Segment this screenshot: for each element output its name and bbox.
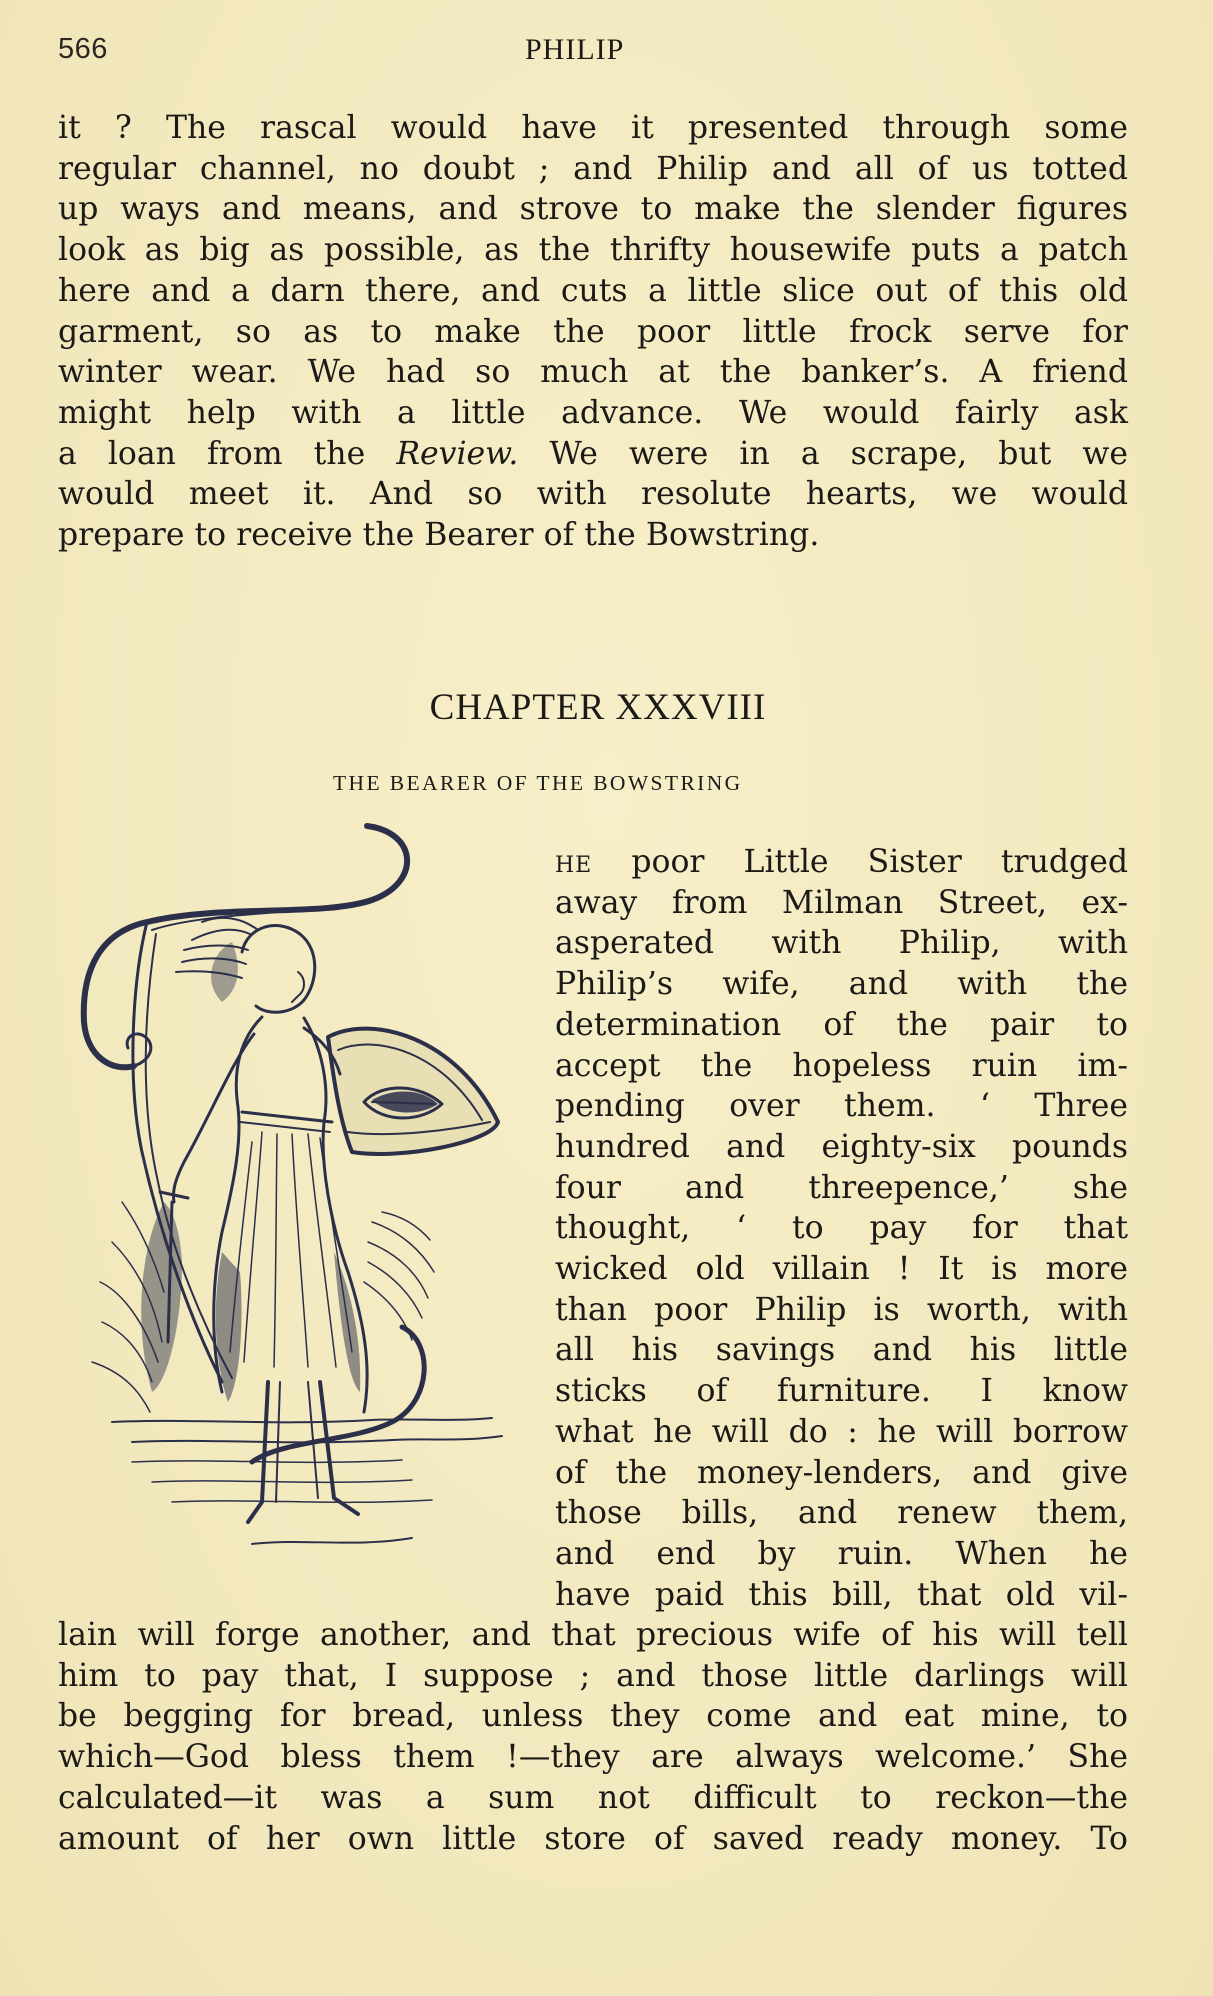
text-line: hundred and eighty-six pounds [555, 1128, 1128, 1165]
text-line: those bills, and renew them, [555, 1495, 1128, 1532]
italic-title-review: Review. [396, 435, 519, 472]
text-line: accept the hopeless ruin im- [555, 1047, 1128, 1084]
knight-illustration-icon [72, 822, 552, 1582]
text-line: sticks of furniture. I know [555, 1373, 1128, 1410]
text-fragment: a loan from the [58, 435, 397, 472]
text-line: amount of her own little store of saved ready money. To [58, 1820, 1128, 1857]
text-line: have paid this bill, that old vil- [555, 1576, 1128, 1613]
initial-continuation: he [555, 844, 593, 880]
text-line: might help with a little advance. We would fairly ask [58, 394, 1128, 431]
text-line: all his savings and his little [555, 1332, 1128, 1369]
chapter-subtitle: THE BEARER OF THE BOWSTRING [333, 771, 743, 795]
text-line: than poor Philip is worth, with [555, 1291, 1128, 1328]
text-line [58, 434, 1128, 475]
text-line: what he will do : he will borrow [555, 1413, 1128, 1450]
text-line: lain will forge another, and that precious wife of his will tell [58, 1617, 1128, 1653]
text-line: determination of the pair to [555, 1006, 1128, 1043]
text-line: and end by ruin. When he [555, 1535, 1128, 1572]
text-line: thought, ‘ to pay for that [555, 1210, 1128, 1247]
paragraph-right-column [555, 842, 1128, 1615]
text-line: wicked old villain ! It is more [555, 1251, 1128, 1288]
chapter-title: CHAPTER XXXVIII [429, 687, 767, 728]
text-fragment: We were in a scrape, but we [518, 435, 1128, 472]
text-line: which—God bless them !—they are always welcome.’ She [58, 1739, 1128, 1776]
running-title: PHILIP [525, 33, 625, 66]
page-number: 566 [58, 33, 108, 65]
text-line: be begging for bread, unless they come and eat mine, to [58, 1698, 1128, 1735]
paragraph-bottom [58, 1615, 1128, 1859]
text-line: it ? The rascal would have it presented through some [58, 110, 1128, 146]
text-line: look as big as possible, as the thrifty housewife puts a patch [58, 232, 1128, 269]
text-line: prepare to receive the Bearer of the Bowstring. [58, 517, 820, 554]
text-line: would meet it. And so with resolute hearts, we would [58, 476, 1128, 513]
text-line: regular channel, no doubt ; and Philip and all of us totted [58, 150, 1128, 187]
text-line: calculated—it was a sum not difficult to reckon—the [58, 1779, 1128, 1816]
running-head [58, 33, 1128, 73]
text-line: asperated with Philip, with [555, 925, 1128, 962]
text-line: four and threepence,’ she [555, 1169, 1128, 1206]
text-line: garment, so as to make the poor little frock serve for [58, 313, 1128, 350]
text-line-first [555, 842, 1128, 883]
text-line: here and a darn there, and cuts a little slice out of this old [58, 272, 1128, 309]
text-line: winter wear. We had so much at the banker’s. A friend [58, 354, 1128, 391]
text-line: away from Milman Street, ex- [555, 884, 1128, 921]
text-line: of the money-lenders, and give [555, 1454, 1128, 1491]
text-fragment: poor Little Sister trudged [592, 844, 1128, 880]
paragraph-top [58, 108, 1128, 556]
text-line: him to pay that, I suppose ; and those little darlings will [58, 1657, 1128, 1694]
text-line: pending over them. ‘ Three [555, 1088, 1128, 1125]
text-line: Philip’s wife, and with the [555, 966, 1128, 1003]
text-line: up ways and means, and strove to make the slender figures [58, 191, 1128, 228]
